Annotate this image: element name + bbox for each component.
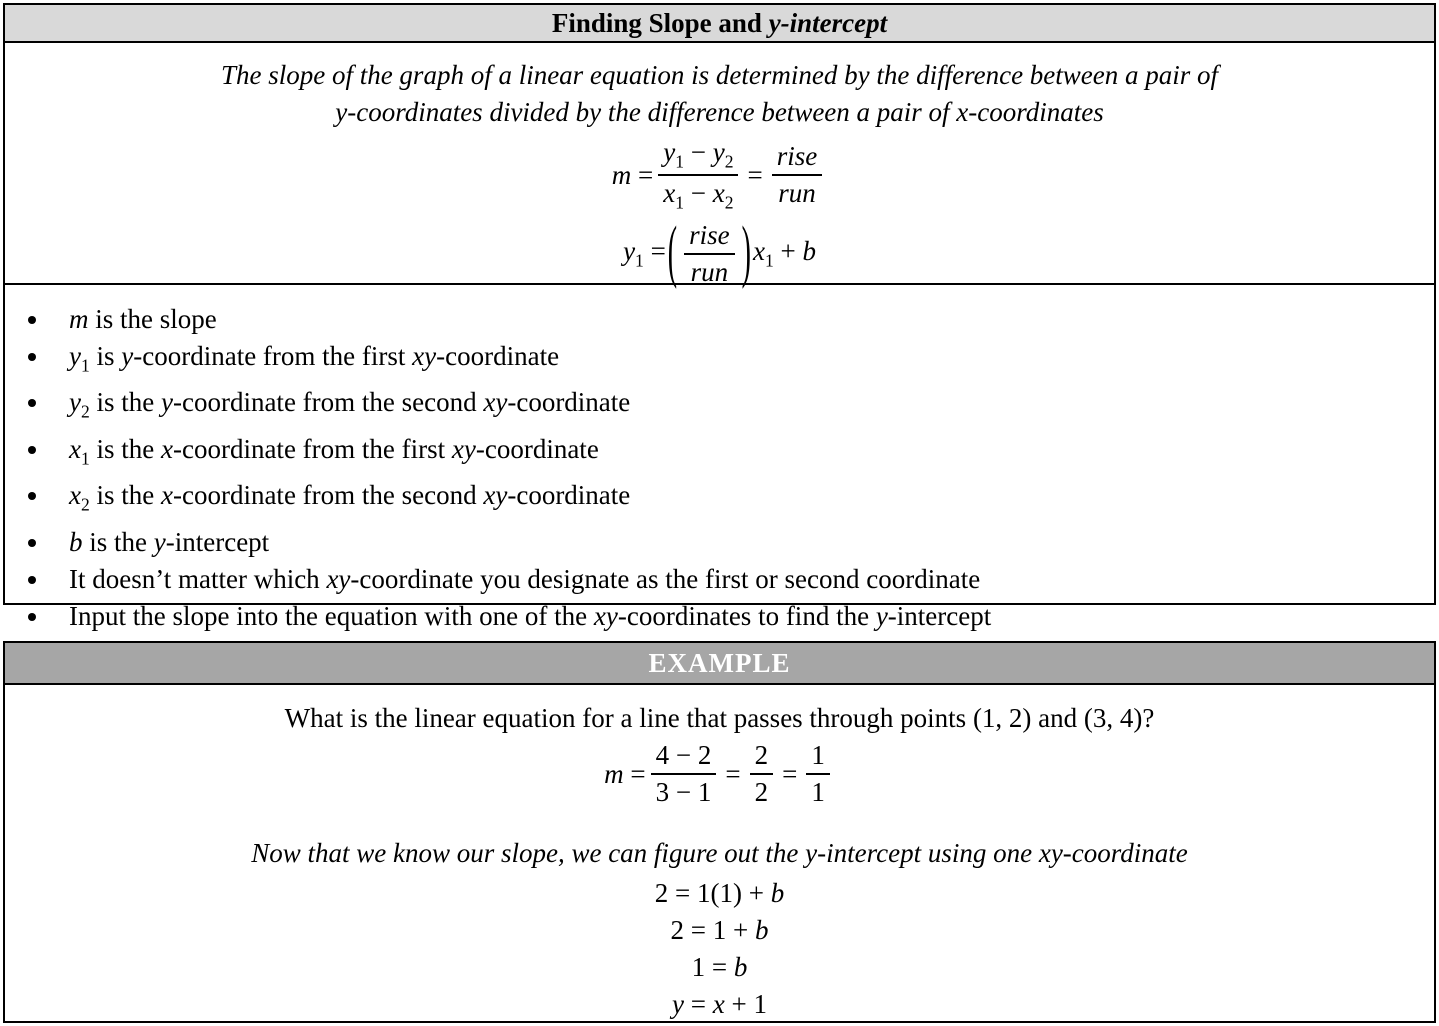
- example-section: [5, 685, 1434, 1021]
- fraction-denominator: 3 − 1: [655, 777, 712, 807]
- definition-item: • Input the slope into the equation with one of the xy-coordinates to find the y-intercept: [51, 598, 1434, 635]
- fraction-denominator: run: [690, 256, 729, 287]
- solution-step-3: 1 = b: [691, 952, 748, 982]
- example-table: [3, 641, 1436, 1023]
- fraction-denominator: $x_1 - x_2$: [663, 178, 734, 213]
- fraction-denominator: run: [778, 178, 816, 209]
- page-title-italic: y-intercept: [768, 8, 888, 38]
- definitions-section: [5, 285, 1434, 631]
- solution-step-2: 2 = 1 + b: [670, 915, 769, 945]
- equals-sign: =: [782, 758, 798, 789]
- intercept-formula-lhs: $y_1$ =: [623, 236, 666, 271]
- intro-line-2: y-coordinates divided by the difference between a pair of x-coordinates: [335, 97, 1104, 127]
- definition-item: • It doesn’t matter which xy-coordinate you designate as the first or second coordinate: [51, 561, 1434, 598]
- explanation-section: [5, 43, 1434, 292]
- slope-formula-lhs: m =: [611, 159, 654, 190]
- intercept-formula: [5, 213, 1434, 292]
- solution-step-1: 2 = 1(1) + b: [654, 878, 785, 908]
- close-paren: ): [741, 213, 751, 292]
- solution-steps: [5, 875, 1434, 1023]
- example-slope-calculation: [5, 740, 1434, 808]
- intro-line-1: The slope of the graph of a linear equation is determined by the difference between a pair of: [220, 60, 1219, 90]
- slope-calc-fraction-2: [750, 740, 774, 808]
- fraction-numerator: 2: [750, 740, 774, 775]
- fraction-denominator: 2: [754, 777, 769, 807]
- slope-calc-fraction-3: [806, 740, 830, 808]
- example-note: Now that we know our slope, we can figure out the y-intercept using one xy-coordinate: [251, 838, 1188, 868]
- page-title-regular: Finding Slope and: [551, 8, 769, 38]
- fraction-denominator: 1: [811, 777, 825, 807]
- example-header: EXAMPLE: [5, 643, 1434, 685]
- definition-item: • m is the slope: [51, 301, 1434, 338]
- equals-sign: =: [747, 159, 763, 190]
- slope-formula: [5, 137, 1434, 214]
- slope-calc-fraction-1: [651, 740, 717, 808]
- equals-sign: =: [725, 758, 741, 789]
- slope-formula-fraction-2: [772, 141, 823, 209]
- intercept-formula-rhs: $x_1 + b$: [752, 236, 816, 271]
- open-paren: (: [667, 213, 678, 292]
- slope-formula-fraction-1: [658, 137, 738, 214]
- example-question: What is the linear equation for a line that passes through points (1, 2) and (3, 4)?: [284, 703, 1155, 733]
- slope-calc-lhs: m =: [604, 758, 646, 789]
- definition-item: • $y_1$ is y-coordinate from the first xy-coordinate: [51, 338, 1434, 384]
- fraction-numerator: rise: [684, 220, 735, 255]
- fraction-numerator: 4 − 2: [651, 740, 717, 775]
- definition-item: • $x_2$ is the x-coordinate from the second xy-coordinate: [51, 477, 1434, 523]
- fraction-numerator: 1: [806, 740, 830, 775]
- definitions-list: [5, 285, 1434, 635]
- solution-step-4: y = x + 1: [672, 989, 767, 1019]
- page-title: [5, 5, 1434, 43]
- fraction-numerator: rise: [772, 141, 823, 176]
- intercept-formula-fraction: [684, 220, 735, 288]
- definition-item: • $y_2$ is the y-coordinate from the second xy-coordinate: [51, 384, 1434, 430]
- definition-item: • $x_1$ is the x-coordinate from the first xy-coordinate: [51, 431, 1434, 477]
- intro-paragraph: [5, 43, 1434, 131]
- slope-notes-table: [3, 3, 1436, 631]
- definition-item: • b is the y-intercept: [51, 524, 1434, 561]
- fraction-numerator: $y_1 - y_2$: [658, 137, 738, 176]
